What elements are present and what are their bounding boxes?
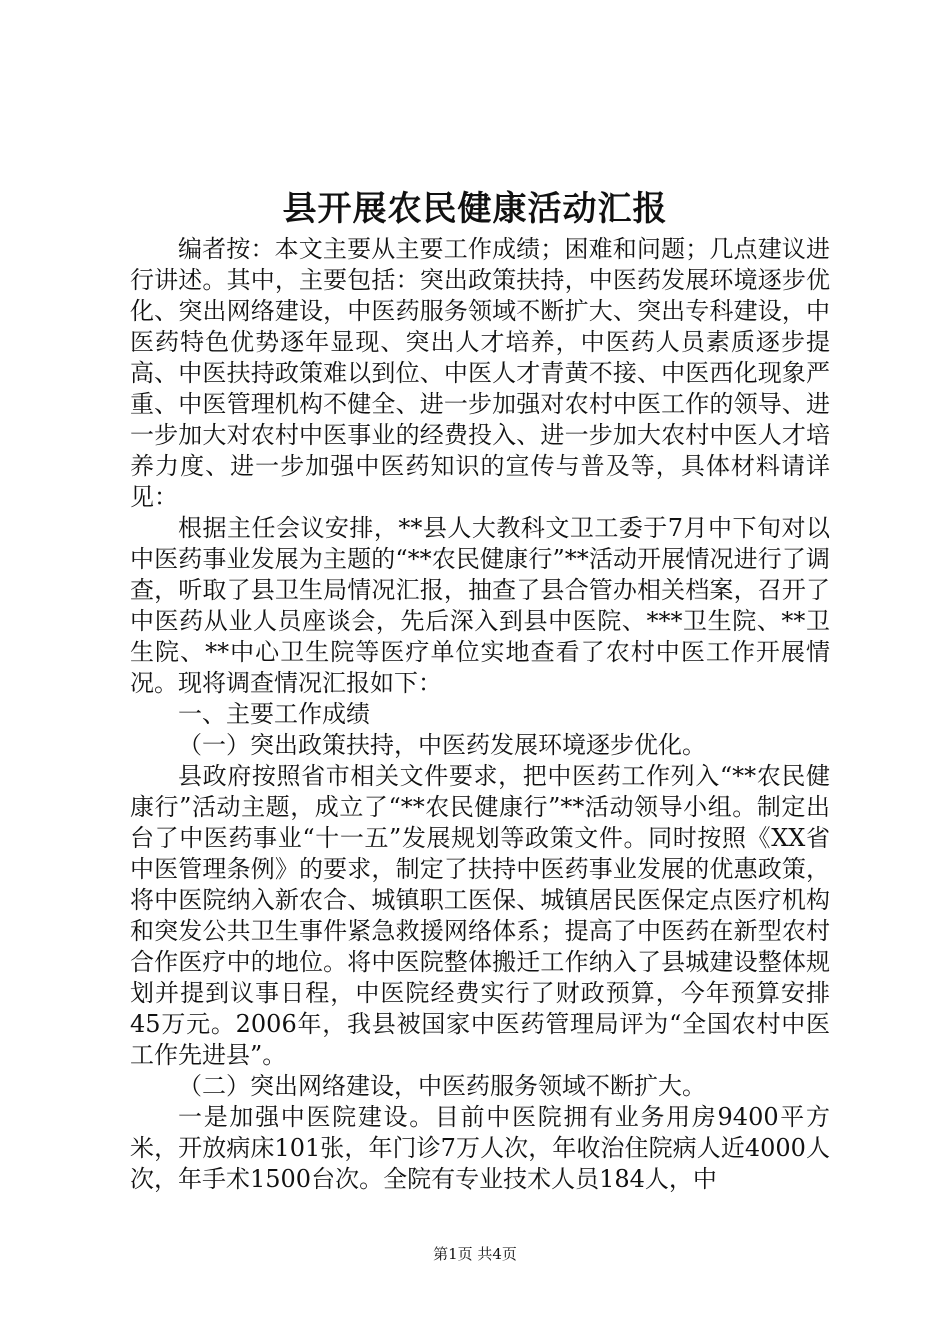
page-footer: 第1页 共4页 [433, 1245, 517, 1263]
paragraph-editor-note: 编者按：本文主要从主要工作成绩；困难和问题；几点建议进行讲述。其中，主要包括：突出政策扶持，中医药发展环境逐步优化、突出网络建设，中医药服务领域不断扩大、突出专科建设，中医药特色优势逐年显现、突出人才培养，中医药人员素质逐步提高、中医扶持政策难以到位、中医人才青黄不接、中医西化现象严重、中医管理机构不健全、进一步加强对农村中医工作的领导、进一步加大对农村中医事业的经费投入、进一步加大农村中医人才培养力度、进一步加强中医药知识的宣传与普及等，具体材料请详见： [130, 235, 830, 511]
document-title: 县开展农民健康活动汇报 [282, 189, 668, 229]
paragraph-policy: 县政府按照省市相关文件要求，把中医药工作列入“**农民健康行”活动主题，成立了“**农民健康行”**活动领导小组。制定出台了中医药事业“十一五”发展规划等政策文件。同时按照《XX省中医管理条例》的要求，制定了扶持中医药事业发展的优惠政策，将中医院纳入新农合、城镇职工医保、城镇居民医保定点医疗机构和突发公共卫生事件紧急救援网络体系；提高了中医药在新型农村合作医疗中的地位。将中医院整体搬迁工作纳入了县城建设整体规划并提到议事日程，中医院经费实行了财政预算，今年预算安排45万元。2006年，我县被国家中医药管理局评为“全国农村中医工作先进县”。 [130, 762, 830, 1069]
section-heading-1: 一、主要工作成绩 [178, 700, 370, 728]
paragraph-hospital: 一是加强中医院建设。目前中医院拥有业务用房9400平方米，开放病床101张，年门诊7万人次，年收治住院病人近4000人次，年手术1500台次。全院有专业技术人员184人，中 [130, 1103, 830, 1193]
subsection-heading-2: （二）突出网络建设，中医药服务领域不断扩大。 [178, 1072, 706, 1100]
subsection-heading-1: （一）突出政策扶持，中医药发展环境逐步优化。 [178, 731, 706, 759]
paragraph-intro: 根据主任会议安排，**县人大教科文卫工委于7月中下旬对以中医药事业发展为主题的“**农民健康行”**活动开展情况进行了调查，听取了县卫生局情况汇报，抽查了县合管办相关档案，召开了中医药从业人员座谈会，先后深入到县中医院、***卫生院、**卫生院、**中心卫生院等医疗单位实地查看了农村中医工作开展情况。现将调查情况汇报如下： [130, 514, 830, 697]
document-body [130, 234, 830, 1195]
